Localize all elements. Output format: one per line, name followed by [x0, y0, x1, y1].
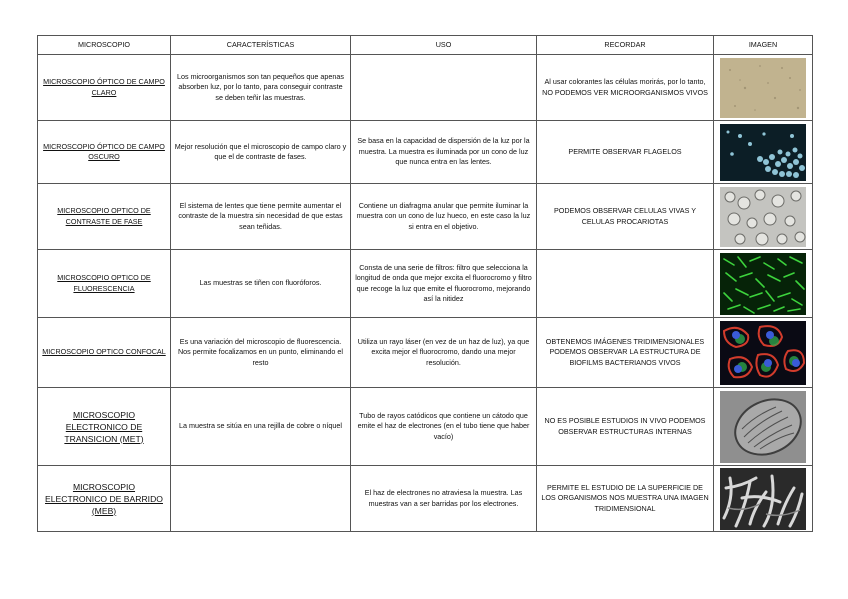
header-caracteristicas: CARACTERÍSTICAS	[171, 36, 351, 55]
tem-micrograph-icon	[720, 391, 806, 463]
image-cell	[714, 388, 813, 466]
microscope-name: MICROSCOPIO ÓPTICO DE CAMPO CLARO	[38, 55, 171, 121]
image-cell	[714, 250, 813, 318]
recordar-cell: PODEMOS OBSERVAR CELULAS VIVAS Y CELULAS PROCARIOTAS	[537, 184, 714, 250]
recordar-cell: PERMITE EL ESTUDIO DE LA SUPERFICIE DE LOS ORGANISMOS NOS MUESTRA UNA IMAGEN TRIDIMENSIONAL	[537, 466, 714, 532]
microscope-name: MICROSCOPIO ELECTRONICO DE TRANSICION (MET)	[38, 388, 171, 466]
darkfield-micrograph-icon	[720, 124, 806, 181]
caracteristicas-cell: Mejor resolución que el microscopio de campo claro y que el de contraste de fases.	[171, 121, 351, 184]
microscope-name: MICROSCOPIO ELECTRONICO DE BARRIDO (MEB)	[38, 466, 171, 532]
uso-cell: Se basa en la capacidad de dispersión de la luz por la muestra. La muestra es iluminada por un cono de luz que nunca entra en las lentes.	[351, 121, 537, 184]
caracteristicas-cell: Es una variación del microscopio de fluorescencia. Nos permite focalizamos en un punto, eliminando el resto	[171, 318, 351, 388]
image-cell	[714, 121, 813, 184]
uso-cell	[351, 55, 537, 121]
image-cell	[714, 55, 813, 121]
recordar-cell: NO ES POSIBLE ESTUDIOS IN VIVO PODEMOS OBSERVAR ESTRUCTURAS INTERNAS	[537, 388, 714, 466]
brightfield-micrograph-icon	[720, 58, 806, 118]
uso-cell: Contiene un diafragma anular que permite iluminar la muestra con un cono de luz hueco, en este caso la luz si entra en el objetivo.	[351, 184, 537, 250]
uso-cell: El haz de electrones no atraviesa la muestra. Las muestras van a ser barridas por los electrones.	[351, 466, 537, 532]
sem-micrograph-icon	[720, 468, 806, 530]
caracteristicas-cell: La muestra se sitúa en una rejilla de cobre o níquel	[171, 388, 351, 466]
header-microscopio: MICROSCOPIO	[38, 36, 171, 55]
caracteristicas-cell: Las muestras se tiñen con fluoróforos.	[171, 250, 351, 318]
image-cell	[714, 318, 813, 388]
image-cell	[714, 184, 813, 250]
table-row	[38, 250, 813, 318]
image-cell	[714, 466, 813, 532]
recordar-cell	[537, 250, 714, 318]
microscope-name: MICROSCOPIO OPTICO DE CONTRASTE DE FASE	[38, 184, 171, 250]
confocal-micrograph-icon	[720, 321, 806, 385]
recordar-cell: Al usar colorantes las células morirás, por lo tanto, NO PODEMOS VER MICROORGANISMOS VIVOS	[537, 55, 714, 121]
microscope-name: MICROSCOPIO ÓPTICO DE CAMPO OSCURO	[38, 121, 171, 184]
table-row	[38, 121, 813, 184]
recordar-cell: OBTENEMOS IMÁGENES TRIDIMENSIONALES PODEMOS OBSERVAR LA ESTRUCTURA DE BIOFILMS BACTERIANOS VIVOS	[537, 318, 714, 388]
table-row	[38, 184, 813, 250]
uso-cell: Consta de una serie de filtros: filtro que selecciona la longitud de onda que mejor excita el fluorocromo y filtro que recoge la luz que emite el fluorocromo, mejorando así la nitidez	[351, 250, 537, 318]
uso-cell: Tubo de rayos catódicos que contiene un cátodo que emite el haz de electrones (en el tubo tiene que haber vacío)	[351, 388, 537, 466]
header-recordar: RECORDAR	[537, 36, 714, 55]
phase-contrast-micrograph-icon	[720, 187, 806, 247]
header-row	[38, 36, 813, 55]
caracteristicas-cell	[171, 466, 351, 532]
uso-cell: Utiliza un rayo láser (en vez de un haz de luz), ya que excita mejor el fluorocromo, dando una mejor resolución.	[351, 318, 537, 388]
header-uso: USO	[351, 36, 537, 55]
microscope-name: MICROSCOPIO OPTICO CONFOCAL	[38, 318, 171, 388]
table-row	[38, 318, 813, 388]
fluorescence-micrograph-icon	[720, 253, 806, 315]
table-row	[38, 55, 813, 121]
table-row	[38, 388, 813, 466]
caracteristicas-cell: El sistema de lentes que tiene permite aumentar el contraste de la muestra sin necesidad de que estas sean teñidas.	[171, 184, 351, 250]
recordar-cell: PERMITE OBSERVAR FLAGELOS	[537, 121, 714, 184]
table-row	[38, 466, 813, 532]
microscopes-table	[37, 35, 813, 532]
header-imagen: IMAGEN	[714, 36, 813, 55]
microscope-name: MICROSCOPIO OPTICO DE FLUORESCENCIA	[38, 250, 171, 318]
caracteristicas-cell: Los microorganismos son tan pequeños que apenas absorben luz, por lo tanto, para conseguir contraste se deben teñir las muestras.	[171, 55, 351, 121]
